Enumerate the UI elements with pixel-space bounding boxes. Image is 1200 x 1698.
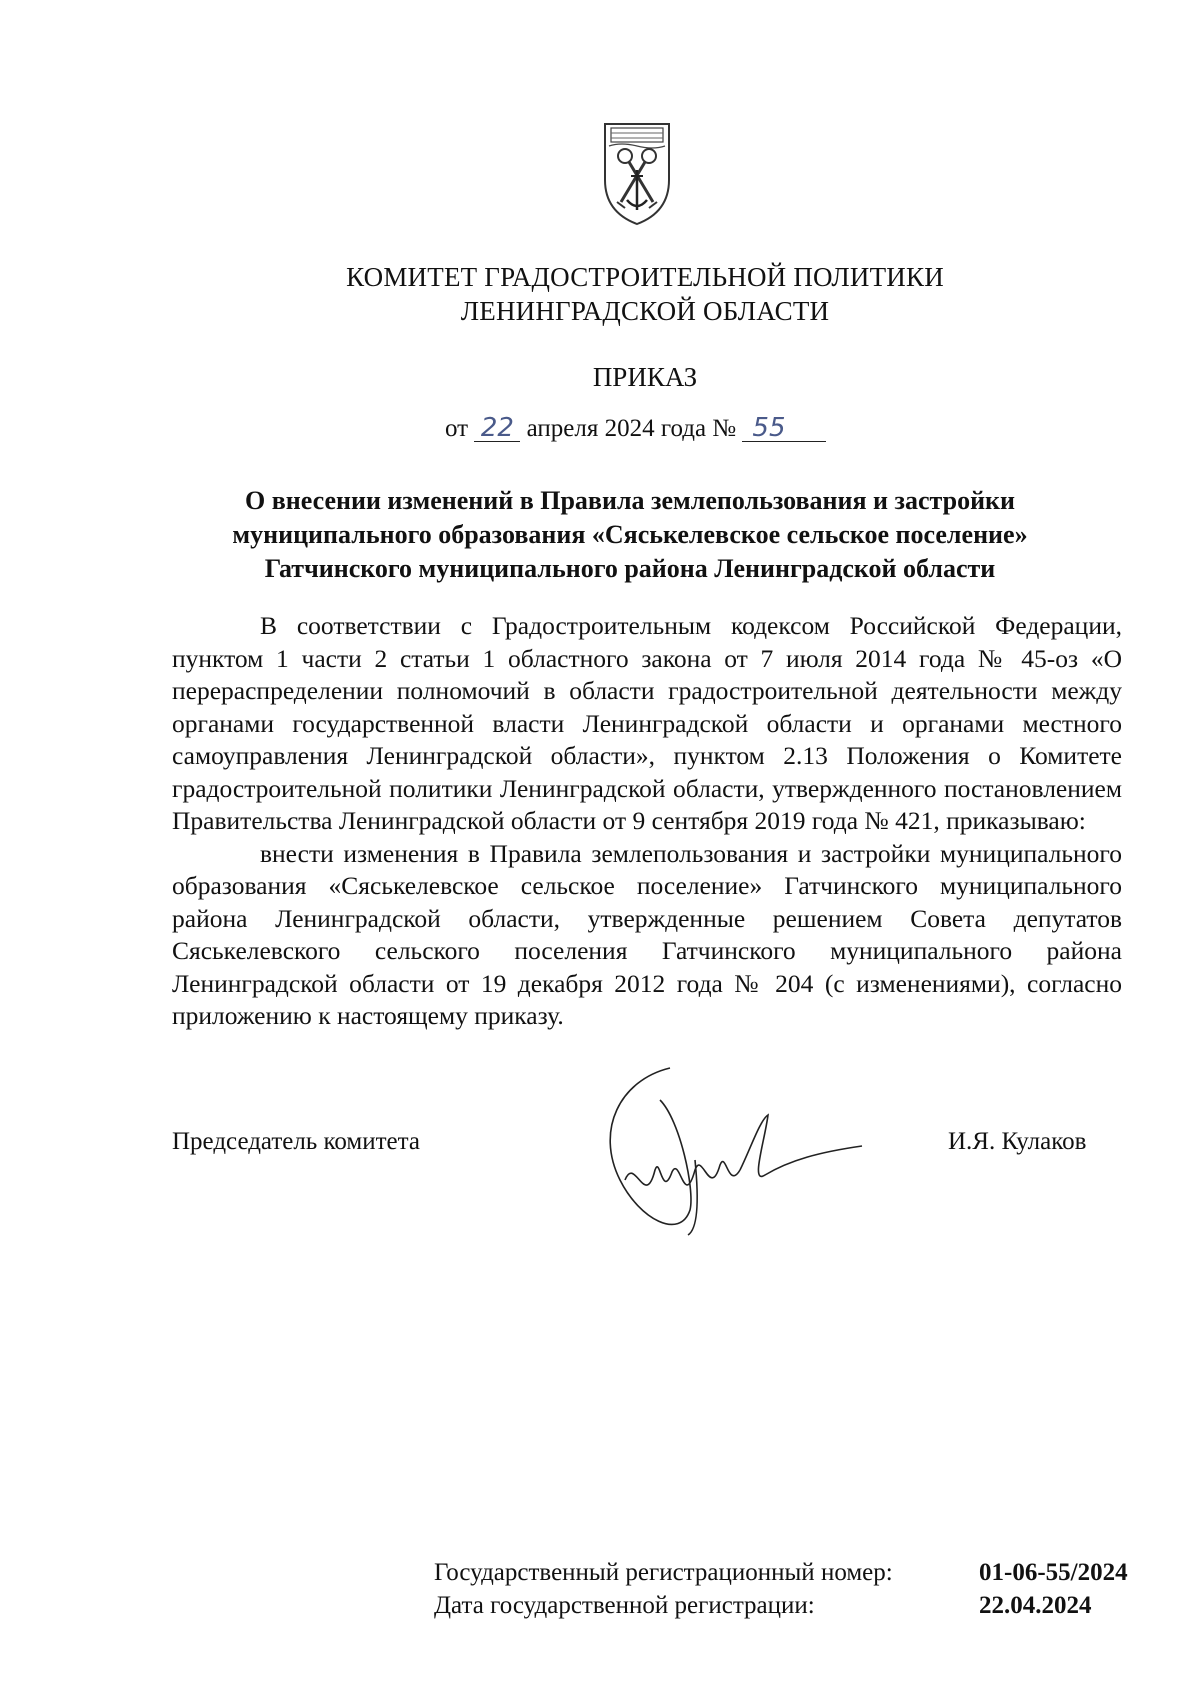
title-line-2: муниципального образования «Сяськелевское сельское поселение» bbox=[232, 520, 1028, 549]
order-body bbox=[172, 610, 1122, 1033]
registration-number-value: 01-06-55/2024 bbox=[979, 1559, 1128, 1586]
date-month-year: апреля 2024 года № bbox=[526, 415, 737, 442]
body-paragraph-2: внести изменения в Правила землепользования и застройки муниципального образования «Сяськелевское сельское поселение» Гатчинского муниципального района Ленинградской области, утвержденные решением Совета депутатов Сяськелевского сельского поселения Гатчинского муниципального района Ленинградской области от 19 декабря 2012 года № 204 (с изменениями), согласно приложению к настоящему приказу. bbox=[172, 838, 1122, 1030]
handwritten-signature bbox=[600, 1060, 870, 1250]
handwritten-day: 22 bbox=[474, 415, 520, 442]
body-paragraph-1: В соответствии с Градостроительным кодексом Российской Федерации, пунктом 1 части 2 статьи 1 областного закона от 7 июля 2014 года № 45-оз «О перераспределении полномочий в области градостроительной деятельности между органами государственной власти Ленинградской области и органами местного самоуправления Ленинградской области», пунктом 2.13 Положения о Комитете градостроительной политики Ленинградской области, утвержденного постановлением Правительства Ленинградской области от 9 сентября 2019 года № 421, приказываю: bbox=[172, 611, 1122, 835]
registration-number-label: Государственный регистрационный номер: bbox=[434, 1559, 893, 1586]
title-line-3: Гатчинского муниципального района Ленинградской области bbox=[264, 554, 996, 583]
order-title bbox=[170, 484, 1090, 586]
agency-line-2: ЛЕНИНГРАДСКОЙ ОБЛАСТИ bbox=[460, 296, 830, 326]
date-prefix: от bbox=[445, 415, 469, 442]
registration-date-value: 22.04.2024 bbox=[979, 1592, 1092, 1619]
registration-number-row bbox=[434, 1556, 1128, 1589]
agency-name bbox=[0, 260, 1200, 328]
document-type: ПРИКАЗ bbox=[592, 362, 698, 392]
registration-date-label: Дата государственной регистрации: bbox=[434, 1592, 815, 1619]
signer-name: И.Я. Кулаков bbox=[948, 1128, 1087, 1155]
registration-block bbox=[434, 1556, 1128, 1622]
agency-line-1: КОМИТЕТ ГРАДОСТРОИТЕЛЬНОЙ ПОЛИТИКИ bbox=[346, 262, 944, 292]
registration-date-row bbox=[434, 1589, 1128, 1622]
coat-of-arms-emblem bbox=[601, 120, 673, 228]
title-line-1: О внесении изменений в Правила землепользования и застройки bbox=[244, 486, 1016, 515]
handwritten-order-number: 55 bbox=[742, 415, 826, 442]
order-date-line bbox=[445, 415, 826, 443]
signer-role: Председатель комитета bbox=[172, 1128, 420, 1155]
